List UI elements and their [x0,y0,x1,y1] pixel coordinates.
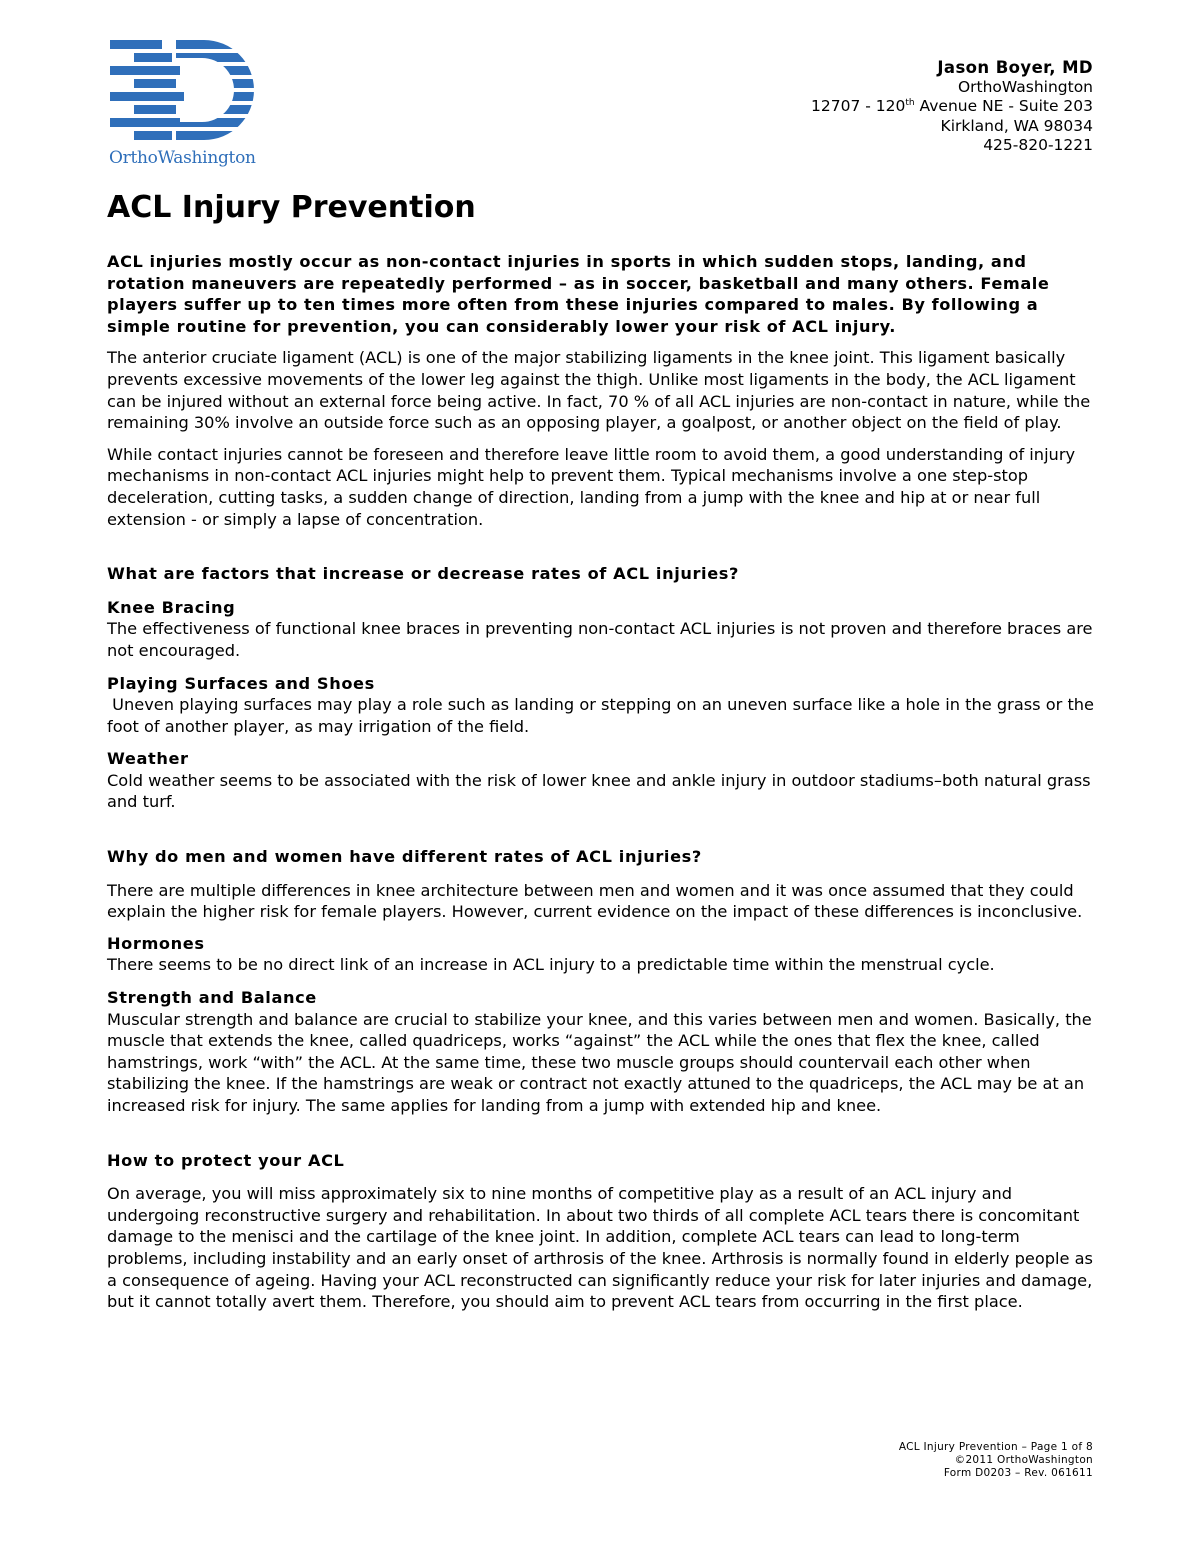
footer-form-number: Form D0203 – Rev. 061611 [943,1467,1093,1480]
street-address [811,97,1093,117]
clinic-name: OrthoWashington [957,77,1093,96]
subsection-weather [107,748,1097,813]
body-paragraph: The anterior cruciate ligament (ACL) is one of the major stabilizing ligaments in the knee joint. This ligament basically prevents excessive movements of the lower leg against the thigh. Unlike most ligaments in the body, the ACL ligament can be injured without an external force being active. In fact, 70 % of all ACL injuries are non-contact in nature, while the remaining 30% involve an outside force such as an opposing player, a goalpost, or another object on the field of play. [107,348,1091,433]
footer-page-number: ACL Injury Prevention – Page 1 of 8 [898,1441,1093,1453]
subsection-strength-balance [107,987,1097,1117]
body-paragraph: While contact injuries cannot be foreseen and therefore leave little room to avoid them, a good understanding of injury mechanisms in non-contact ACL injuries might help to prevent them. Typical mechanisms involve a one step-stop deceleration, cutting tasks, a sudden change of direction, landing from a jump with the knee and hip at or near full extension - or simply a lapse of concentration. [107,444,1076,529]
street-name: Avenue NE - Suite 203 [914,97,1093,116]
subsection-title: Knee Bracing [107,597,236,617]
footer-copyright: ©2011 OrthoWashington [954,1454,1093,1467]
section-heading-gender: Why do men and women have different rates of ACL injuries? [107,847,702,867]
document-title: ACL Injury Prevention [107,190,476,225]
subsection-text: Cold weather seems to be associated with the risk of lower knee and ankle injury in outdoor stadiums–both natural grass and turf. [107,770,1091,812]
page-footer [899,1441,1093,1481]
ordinal-suffix: th [905,98,915,109]
subsection-knee-bracing [107,597,1097,662]
logo-text: OrthoWashington [109,148,256,168]
subsection-title: Playing Surfaces and Shoes [107,673,375,693]
document-body [107,188,1100,1323]
section-heading-factors: What are factors that increase or decrease rates of ACL injuries? [107,564,740,584]
subsection-title: Weather [107,749,189,769]
subsection-text: Uneven playing surfaces may play a role such as landing or stepping on an uneven surface like a hole in the grass or the foot of another player, as may irrigation of the field. [107,695,1100,736]
section-intro: There are multiple differences in knee architecture between men and women and it was once assumed that they could explain the higher risk for female players. However, current evidence on the impact of these differences is inconclusive. [107,880,1083,922]
city-state-zip: Kirkland, WA 98034 [940,116,1093,135]
subsection-hormones [107,933,1097,976]
intro-summary: ACL injuries mostly occur as non-contact injuries in sports in which sudden stops, landing, and rotation maneuvers are repeatedly performed – as in soccer, basketball and many others. Female players suffer up to ten times more often from these injuries compared to males. By following a simple routine for prevention, you can considerably lower your risk of ACL injury. [107,252,1050,336]
doctor-name: Jason Boyer, MD [937,58,1093,77]
subsection-playing-surfaces [107,673,1100,738]
subsection-text: Muscular strength and balance are crucial to stabilize your knee, and this varies between men and women. Basically, the muscle that extends the knee, called quadriceps, works “against” the ACL while the ones that flex the knee, called hamstrings, work “with” the ACL. At the same time, these two muscle groups should countervail each other when stabilizing the knee. If the hamstrings are weak or contract not exactly attuned to the quadriceps, the ACL may be at an increased risk for injury. The same applies for landing from a jump with extended hip and knee. [107,1009,1092,1115]
subsection-title: Hormones [107,933,205,953]
subsection-text: There seems to be no direct link of an increase in ACL injury to a predictable time within the menstrual cycle. [107,955,995,975]
phone-number: 425-820-1221 [983,136,1093,155]
section-text: On average, you will miss approximately six to nine months of competitive play as a result of an ACL injury and undergoing reconstructive surgery and rehabilitation. In about two thirds of all complete ACL tears there is concomitant damage to the menisci and the cartilage of the knee joint. In addition, complete ACL tears can lead to long-term problems, including instability and an early onset of arthrosis of the knee. Arthrosis is normally found in elderly people as a consequence of ageing. Having your ACL reconstructed can significantly reduce your risk for later injuries and damage, but it cannot totally avert them. Therefore, you should aim to prevent ACL tears from occurring in the first place. [107,1184,1093,1312]
street-number: 12707 - 120 [811,97,906,116]
subsection-title: Strength and Balance [107,988,317,1008]
section-heading-protect: How to protect your ACL [107,1150,345,1170]
subsection-text: The effectiveness of functional knee braces in preventing non-contact ACL injuries is not proven and therefore braces are not encouraged. [107,619,1093,660]
practice-address-block [811,58,1093,156]
